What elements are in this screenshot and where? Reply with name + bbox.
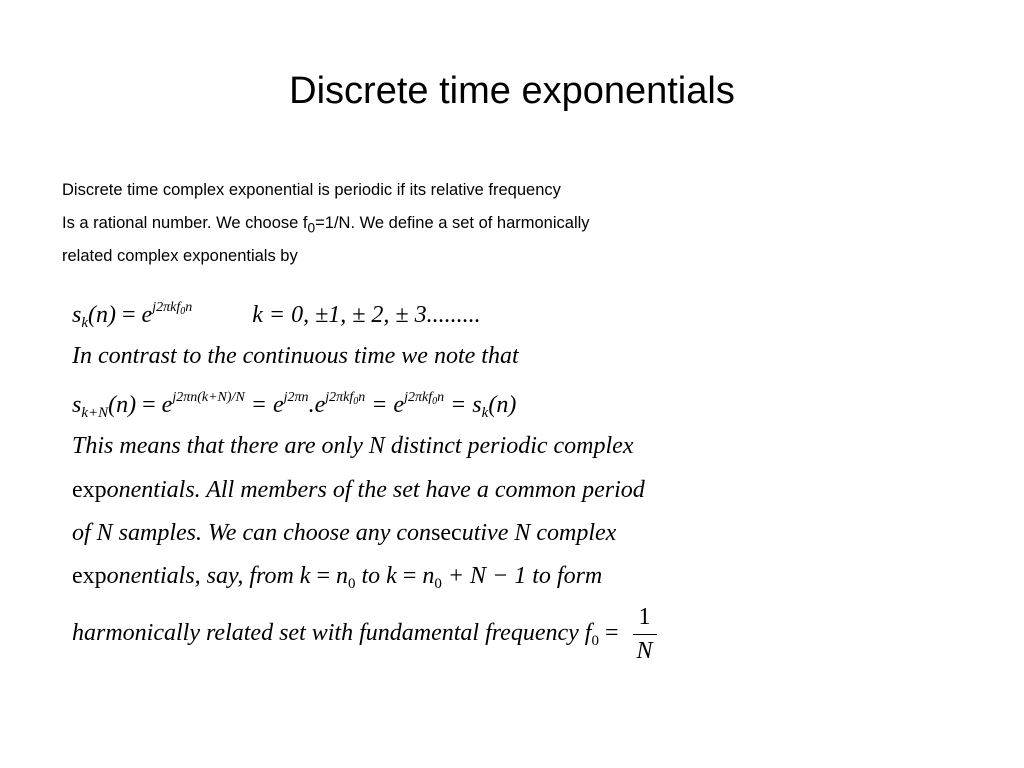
eq3-eq: = — [136, 392, 162, 418]
line6-a: of N samples. We can choose any con — [72, 520, 432, 546]
eq3-eq-s: = s — [444, 392, 482, 418]
eq1-e: e — [141, 302, 153, 328]
eq3-exp4-tail: n — [437, 390, 445, 405]
line7-eq1: = — [310, 563, 336, 589]
eq3-e2: = e — [244, 392, 284, 418]
eq3-exp4-sub: 0 — [432, 396, 438, 407]
eq3-dot-e: .e — [308, 392, 326, 418]
eq3-sub: k+N — [81, 405, 109, 421]
eq3-exp4: j2πkf — [404, 390, 433, 405]
line7-z2: 0 — [434, 576, 442, 592]
text-line-samples — [72, 520, 616, 547]
eq3-s: s — [72, 392, 82, 418]
text-line-fundamental — [72, 604, 657, 665]
line7-k1: k — [299, 563, 311, 589]
line7-n2: n — [422, 563, 435, 589]
eq1-s: s — [72, 302, 82, 328]
eq1-k: k — [81, 315, 89, 331]
line6-c: utive N complex — [461, 520, 617, 546]
fraction-1-over-n — [633, 604, 657, 665]
eq1-n: (n) — [88, 302, 116, 328]
eq3-e1: e — [161, 392, 173, 418]
intro-text — [62, 178, 590, 277]
text-line-distinct: This means that there are only N distinct periodic complex — [72, 433, 634, 459]
line7-k2: k — [386, 563, 397, 589]
intro-line-1: Discrete time complex exponential is periodic if its relative frequency — [62, 181, 561, 199]
eq3-exp3-tail: n — [358, 390, 366, 405]
eq1-exp-tail: n — [185, 300, 193, 315]
equation-sk — [72, 300, 481, 332]
fraction-numerator: 1 — [633, 604, 657, 635]
line7-b: onentials, say, from — [106, 563, 300, 589]
text-line-range — [72, 563, 602, 593]
line7-a: exp — [72, 563, 107, 589]
eq3-end: (n) — [488, 392, 517, 418]
intro-line-2-a: Is a rational number. We choose f — [62, 214, 308, 232]
eq1-exponent — [152, 300, 192, 315]
line7-rest: + N − 1 to form — [441, 563, 603, 589]
eq3-exp3-sub: 0 — [353, 396, 359, 407]
line8-eq: = — [598, 620, 625, 647]
line6-b: sec — [431, 520, 462, 546]
eq3-e4: = e — [365, 392, 405, 418]
line7-z1: 0 — [347, 576, 356, 592]
eq1-eq: = — [116, 302, 142, 328]
line7-to: to — [355, 563, 387, 589]
eq3-exponent3 — [325, 390, 365, 405]
line5-b: onentials. All members of the set have a common period — [106, 477, 645, 503]
intro-line-2-b: =1/N. We define a set of harmonically — [315, 214, 590, 232]
fraction-denominator: N — [636, 638, 653, 664]
line8-f: f — [584, 620, 592, 647]
text-line-contrast: In contrast to the continuous time we note that — [72, 343, 519, 369]
line8-text: harmonically related set with fundamental frequency — [72, 620, 585, 647]
eq3-exp3: j2πkf — [325, 390, 354, 405]
eq1-exp-sub: 0 — [180, 306, 186, 317]
line7-n1: n — [335, 563, 348, 589]
equation-sk-plus-n — [72, 390, 516, 422]
eq3-exponent4 — [404, 390, 444, 405]
eq3-k: k — [481, 405, 489, 421]
eq1-range: k = 0, ±1, ± 2, ± 3......... — [252, 302, 481, 328]
eq1-exp: j2πkf — [152, 300, 181, 315]
line5-a: exp — [72, 477, 107, 503]
line7-eq2: = — [396, 563, 423, 589]
slide-title: Discrete time exponentials — [289, 70, 735, 112]
line8-f-sub: 0 — [591, 633, 599, 650]
eq3-exp2: j2πn — [283, 390, 309, 405]
intro-line-2-sub: 0 — [307, 220, 316, 236]
text-line-members — [72, 477, 645, 504]
eq3-n: (n) — [108, 392, 137, 418]
intro-line-2 — [62, 211, 590, 244]
intro-line-3: related complex exponentials by — [62, 247, 298, 265]
eq3-exp1: j2πn(k+N)/N — [172, 390, 245, 405]
